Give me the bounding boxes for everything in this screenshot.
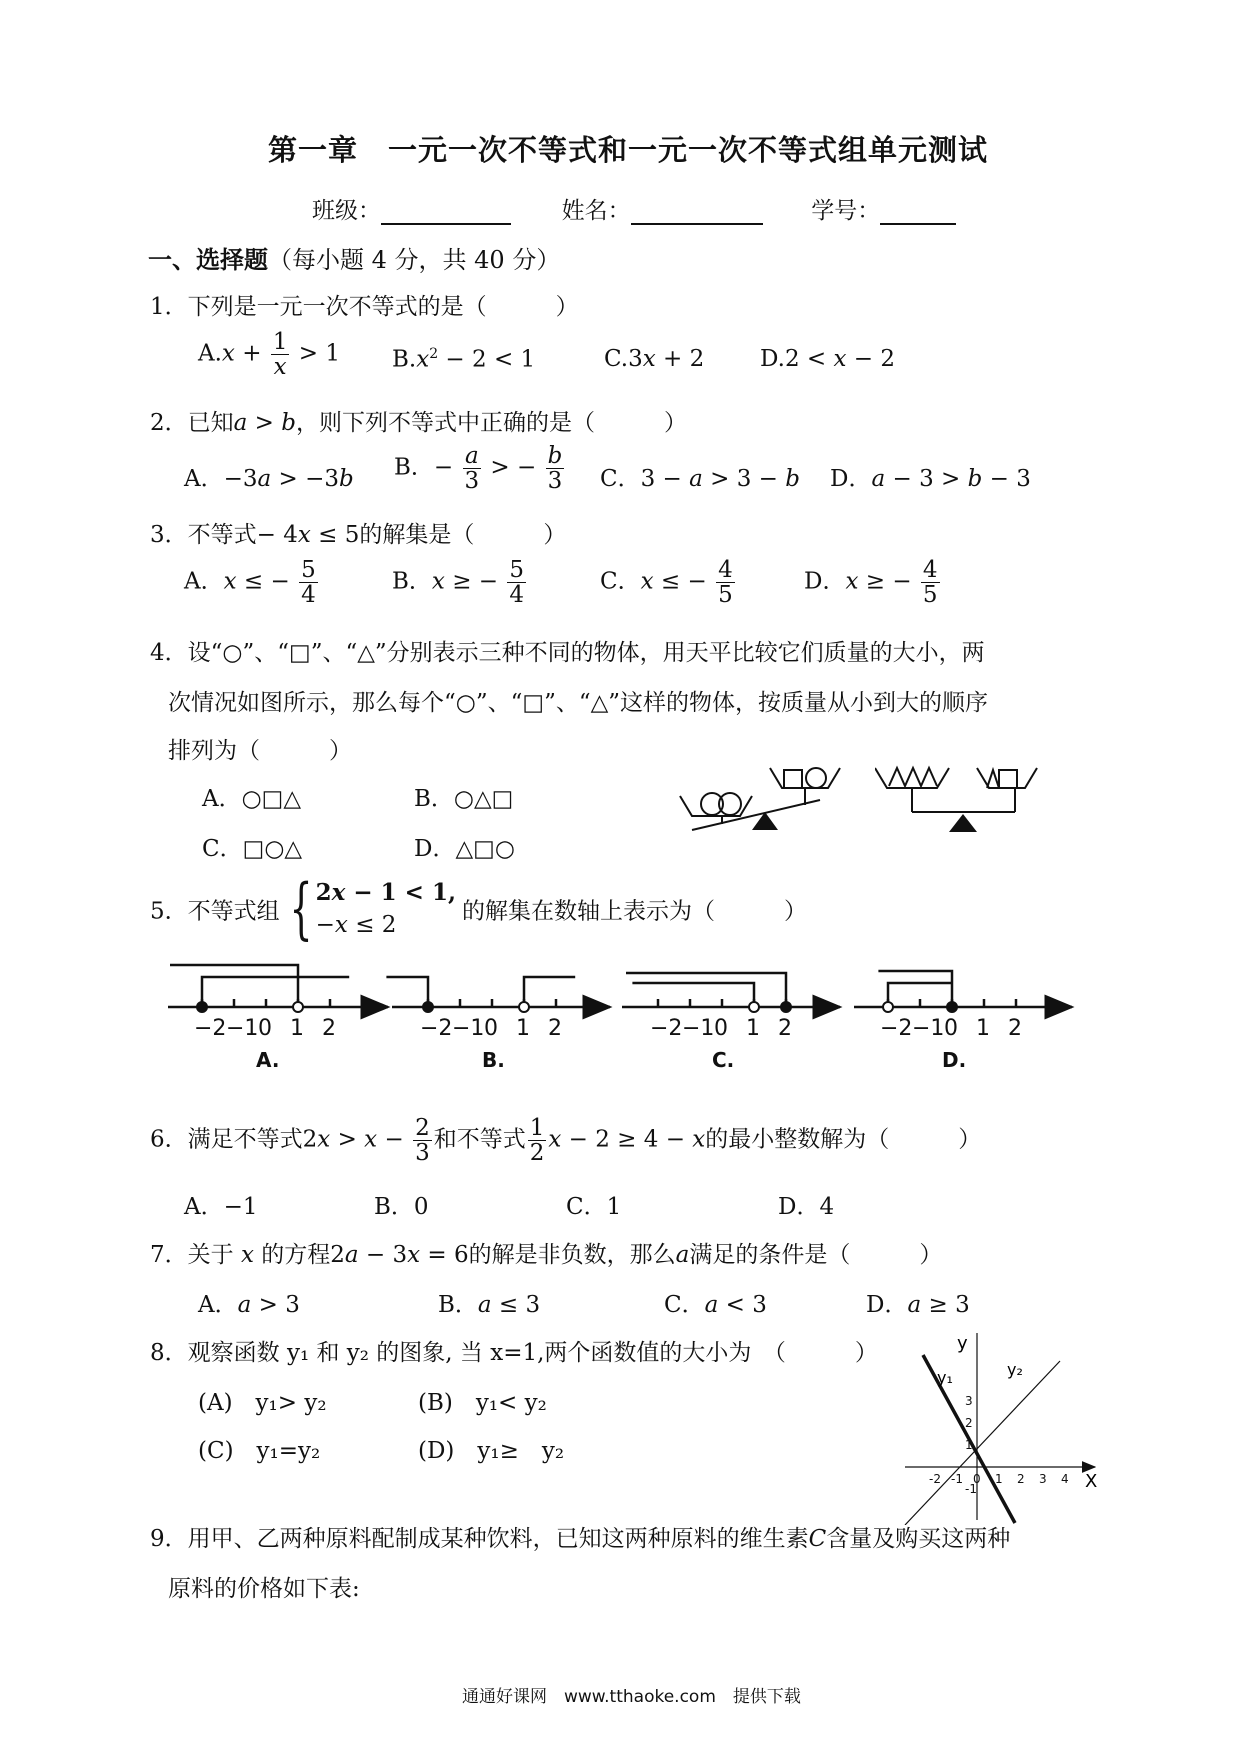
class-blank[interactable] bbox=[381, 199, 511, 225]
axis-tick-label: 1 bbox=[290, 1016, 304, 1041]
q7-option-b[interactable]: B．a ≤ 3 bbox=[438, 1292, 541, 1318]
q8-option-a[interactable]: (A) y₁> y₂ bbox=[198, 1390, 327, 1416]
q7-option-d[interactable]: D．a ≥ 3 bbox=[866, 1292, 970, 1318]
q7-option-a[interactable]: A．a > 3 bbox=[198, 1292, 300, 1318]
q6-option-d[interactable]: D．4 bbox=[778, 1194, 835, 1220]
q1-option-a[interactable]: A.x + $\frac{1}{x}$ > 1 bbox=[198, 329, 340, 381]
q3-option-d[interactable]: D．x ≥ − $\frac{4}{5}$ bbox=[804, 557, 938, 609]
x-tick-label: 4 bbox=[1061, 1472, 1069, 1486]
axis-tick-label: 1 bbox=[516, 1016, 530, 1041]
x-tick-label: -1 bbox=[951, 1472, 963, 1486]
axis-tick-label: −2 bbox=[194, 1016, 227, 1041]
y2-line bbox=[905, 1361, 1060, 1525]
y-axis-label: y bbox=[957, 1333, 968, 1354]
axis-tick-label: −2 bbox=[880, 1016, 913, 1041]
id-label: 学号： bbox=[811, 198, 881, 224]
axis-tick-label: 2 bbox=[548, 1016, 562, 1041]
x-tick-label: 2 bbox=[1017, 1472, 1025, 1486]
axis-tick-label: 2 bbox=[322, 1016, 336, 1041]
x-tick-label: 0 bbox=[973, 1472, 981, 1486]
triangle-object bbox=[987, 770, 999, 788]
number-line-label: D. bbox=[942, 1048, 967, 1072]
q8-stem: 8．观察函数 y₁ 和 y₂ 的图象, 当 x=1,两个函数值的大小为 （ ） bbox=[150, 1340, 878, 1366]
q3-option-c[interactable]: C．x ≤ − $\frac{4}{5}$ bbox=[600, 557, 733, 609]
q4-option-c[interactable]: C．□○△ bbox=[202, 836, 303, 862]
y1-label: y₁ bbox=[937, 1368, 953, 1387]
balance-figure-2 bbox=[875, 760, 1135, 870]
function-graph bbox=[895, 1325, 1125, 1525]
axis-tick-label: −1 bbox=[912, 1016, 945, 1041]
x-axis-label: X bbox=[1085, 1471, 1098, 1492]
number-line-label: B. bbox=[482, 1048, 505, 1072]
q4-option-b[interactable]: B．○△□ bbox=[414, 786, 514, 812]
q6-stem: 6．满足不等式2x > x − $\frac{2}{3}$ 和不等式 $\frac{1}{2}$ x − 2 ≥ 4 − x的最小整数解为（ ） bbox=[150, 1115, 982, 1167]
axis-tick-label: 2 bbox=[778, 1016, 792, 1041]
axis-tick-label: 2 bbox=[1008, 1016, 1022, 1041]
q6-option-a[interactable]: A．−1 bbox=[184, 1194, 258, 1220]
q4-line3: 排列为（ ） bbox=[168, 738, 352, 764]
axis-tick-label: −1 bbox=[226, 1016, 259, 1041]
q2-option-d[interactable]: D．a − 3 > b − 3 bbox=[830, 466, 1031, 492]
number-line-option-b[interactable] bbox=[386, 977, 610, 1012]
q4-line1: 4．设“○”、“□”、“△”分别表示三种不同的物体，用天平比较它们质量的大小，两 bbox=[150, 640, 985, 666]
axis-tick-label: −2 bbox=[420, 1016, 453, 1041]
q4-option-a[interactable]: A．○□△ bbox=[202, 786, 302, 812]
axis-tick-label: −1 bbox=[452, 1016, 485, 1041]
section-title: 一、选择题 bbox=[148, 245, 268, 274]
q1-option-b[interactable]: $B.x^2 - 2 < 1$ bbox=[392, 346, 536, 373]
x-tick-label: 3 bbox=[1039, 1472, 1047, 1486]
name-blank[interactable] bbox=[631, 199, 763, 225]
y-tick-label: 1 bbox=[965, 1438, 973, 1452]
page-title: 第一章 一元一次不等式和一元一次不等式组单元测试 bbox=[268, 133, 989, 167]
triangle-objects bbox=[889, 768, 937, 786]
name-label: 姓名： bbox=[561, 198, 631, 224]
axis-tick-label: 0 bbox=[944, 1016, 958, 1041]
class-label: 班级： bbox=[312, 198, 381, 224]
number-line-option-c[interactable] bbox=[622, 973, 840, 1012]
q6-option-c[interactable]: C．1 bbox=[566, 1194, 622, 1220]
q9-line2: 原料的价格如下表: bbox=[168, 1576, 360, 1602]
y-tick-label: 2 bbox=[965, 1416, 973, 1430]
section-heading bbox=[148, 240, 560, 275]
q1-option-c[interactable]: C.3x + 2 bbox=[604, 346, 705, 372]
q9-line1: 9．用甲、乙两种原料配制成某种饮料，已知这两种原料的维生素C含量及购买这两种 bbox=[150, 1526, 1011, 1552]
q2-option-b[interactable]: B．− $\frac{a}{3}$ > − $\frac{b}{3}$ bbox=[394, 443, 563, 495]
axis-tick-label: −2 bbox=[650, 1016, 683, 1041]
number-line-option-d[interactable] bbox=[854, 971, 1072, 1012]
student-info-row bbox=[312, 192, 956, 225]
q8-option-d[interactable]: (D) y₁≥ y₂ bbox=[418, 1438, 565, 1464]
axis-tick-label: 1 bbox=[976, 1016, 990, 1041]
axis-tick-label: 1 bbox=[746, 1016, 760, 1041]
fulcrum-icon bbox=[949, 814, 977, 832]
number-line-label: A. bbox=[256, 1048, 280, 1072]
q2-option-a[interactable]: A．−3a > −3b bbox=[184, 466, 354, 492]
axis-tick-label: −1 bbox=[682, 1016, 715, 1041]
circle-object bbox=[806, 768, 826, 788]
square-object bbox=[999, 770, 1017, 788]
axis-tick-label: 0 bbox=[714, 1016, 728, 1041]
x-tick-label: 1 bbox=[995, 1472, 1003, 1486]
axis-tick-label: 0 bbox=[484, 1016, 498, 1041]
axis-tick-label: 0 bbox=[258, 1016, 272, 1041]
number-line-options bbox=[0, 955, 1240, 1075]
y2-label: y₂ bbox=[1007, 1360, 1023, 1379]
q8-option-b[interactable]: (B) y₁< y₂ bbox=[418, 1390, 547, 1416]
q3-option-b[interactable]: B．x ≥ − $\frac{5}{4}$ bbox=[392, 557, 525, 609]
number-line-option-a[interactable] bbox=[168, 965, 388, 1012]
q6-option-b[interactable]: B．0 bbox=[374, 1194, 429, 1220]
q1-option-d[interactable]: D.2 < x − 2 bbox=[760, 346, 895, 372]
square-object bbox=[784, 770, 802, 788]
q2-stem: 2．已知a > b，则下列不等式中正确的是（ ） bbox=[150, 410, 687, 436]
q5-stem: 5．不等式组 { 2x − 1 < 1, −x ≤ 2 的解集在数轴上表示为（ ） bbox=[150, 870, 807, 947]
q7-stem: 7．关于 x 的方程2a − 3x = 6的解是非负数，那么a满足的条件是（ ） bbox=[150, 1242, 943, 1268]
y-tick-label: -1 bbox=[965, 1482, 977, 1496]
q4-option-d[interactable]: D．△□○ bbox=[414, 836, 515, 862]
q7-option-c[interactable]: C．a < 3 bbox=[664, 1292, 767, 1318]
q4-line2: 次情况如图所示，那么每个“○”、“□”、“△”这样的物体，按质量从小到大的顺序 bbox=[168, 690, 989, 716]
q2-option-c[interactable]: C．3 − a > 3 − b bbox=[600, 466, 800, 492]
q8-option-c[interactable]: (C) y₁=y₂ bbox=[198, 1438, 321, 1464]
id-blank[interactable] bbox=[880, 199, 956, 225]
q3-stem: 3．不等式− 4x ≤ 5的解集是（ ） bbox=[150, 522, 567, 548]
q1-stem: 1．下列是一元一次不等式的是（ ） bbox=[150, 294, 579, 320]
y-tick-label: 3 bbox=[965, 1394, 973, 1408]
page-footer: 通通好课网 www.tthaoke.com 提供下载 bbox=[462, 1687, 801, 1707]
x-tick-label: -2 bbox=[929, 1472, 941, 1486]
number-line-label: C. bbox=[712, 1048, 735, 1072]
section-note: （每小题 4 分，共 40 分） bbox=[268, 246, 561, 274]
q3-option-a[interactable]: A．x ≤ − $\frac{5}{4}$ bbox=[184, 557, 316, 609]
